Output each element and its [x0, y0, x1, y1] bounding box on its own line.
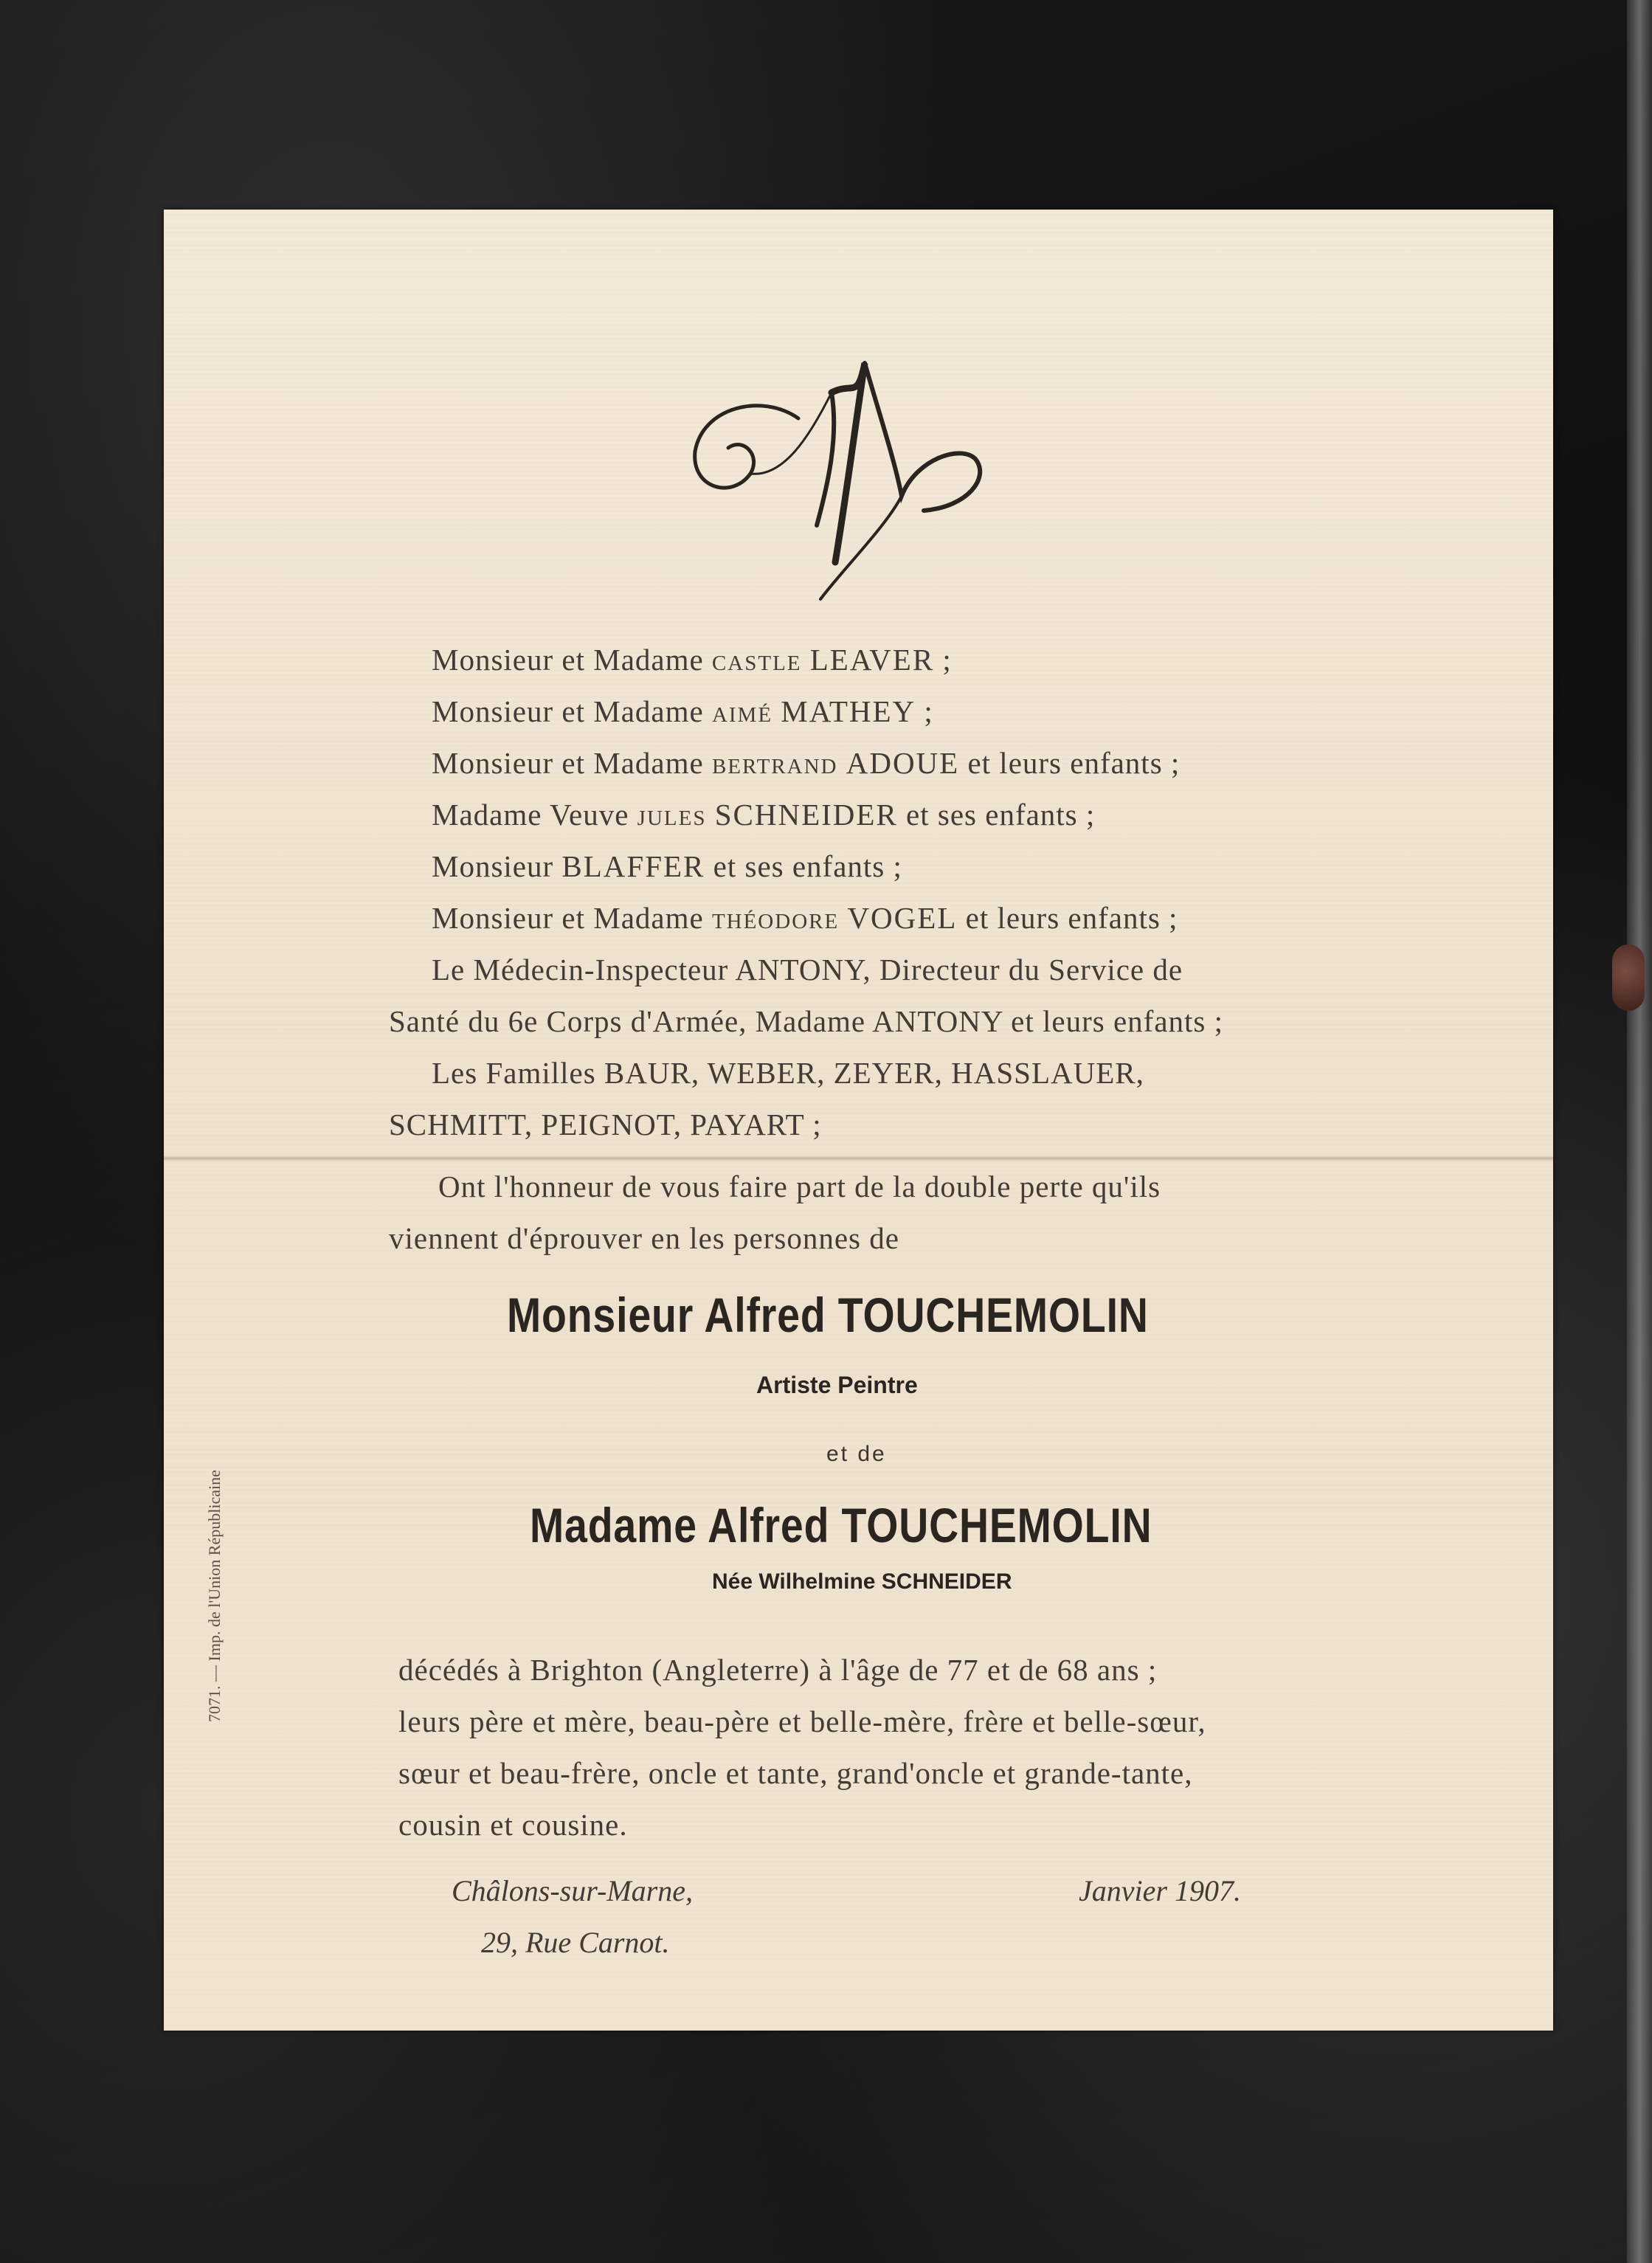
family-line: Monsieur et Madame THÉODORE VOGEL et leurs enfants ;	[432, 901, 1178, 935]
plastic-sleeve-edge	[1627, 0, 1652, 2263]
medecin-line-2: Santé du 6e Corps d'Armée, Madame ANTONY et leurs enfants ;	[389, 1004, 1224, 1038]
details-line: décédés à Brighton (Angleterre) à l'âge de 77 et de 68 ans ;	[398, 1653, 1158, 1687]
familles-line-2: SCHMITT, PEIGNOT, PAYART ;	[389, 1108, 822, 1141]
paper-fold-crease	[164, 1155, 1553, 1161]
family-line: Monsieur et Madame BERTRAND ADOUE et leurs enfants ;	[432, 746, 1181, 780]
family-line: Monsieur et Madame CASTLE LEAVER ;	[432, 643, 952, 677]
conjunction-text: et de	[826, 1442, 887, 1466]
announcement-line-1: Ont l'honneur de vous faire part de la double perte qu'ils	[438, 1169, 1161, 1203]
family-line: Monsieur BLAFFER et ses enfants ;	[432, 849, 902, 883]
printer-imprint: 7071. — Imp. de l'Union Républicaine	[205, 1470, 224, 1722]
medecin-line-1: Le Médecin-Inspecteur ANTONY, Directeur du Service de	[432, 953, 1183, 987]
monogram-m-logo	[680, 348, 1138, 614]
details-line: cousin et cousine.	[398, 1808, 628, 1842]
deceased-husband-title: Artiste Peintre	[756, 1372, 918, 1398]
details-line: sœur et beau-frère, oncle et tante, grand'oncle et grande-tante,	[398, 1756, 1193, 1790]
notice-date: Janvier 1907.	[1079, 1874, 1241, 1907]
family-line: Madame Veuve JULES SCHNEIDER et ses enfants ;	[432, 798, 1096, 832]
deceased-husband-name: Monsieur Alfred TOUCHEMOLIN	[507, 1288, 1149, 1342]
familles-line-1: Les Familles BAUR, WEBER, ZEYER, HASSLAUER,	[432, 1056, 1144, 1090]
announcement-line-2: viennent d'éprouver en les personnes de	[389, 1221, 899, 1255]
funeral-notice	[164, 210, 1553, 2031]
location-address: 29, Rue Carnot.	[481, 1926, 670, 1959]
location-city: Châlons-sur-Marne,	[452, 1874, 693, 1907]
deceased-wife-name: Madame Alfred TOUCHEMOLIN	[530, 1498, 1152, 1552]
sleeve-bead	[1612, 944, 1645, 1011]
details-line: leurs père et mère, beau-père et belle-mère, frère et belle-sœur,	[398, 1704, 1206, 1738]
deceased-wife-maiden-name: Née Wilhelmine SCHNEIDER	[712, 1569, 1012, 1594]
family-line: Monsieur et Madame AIMÉ MATHEY ;	[432, 694, 933, 728]
